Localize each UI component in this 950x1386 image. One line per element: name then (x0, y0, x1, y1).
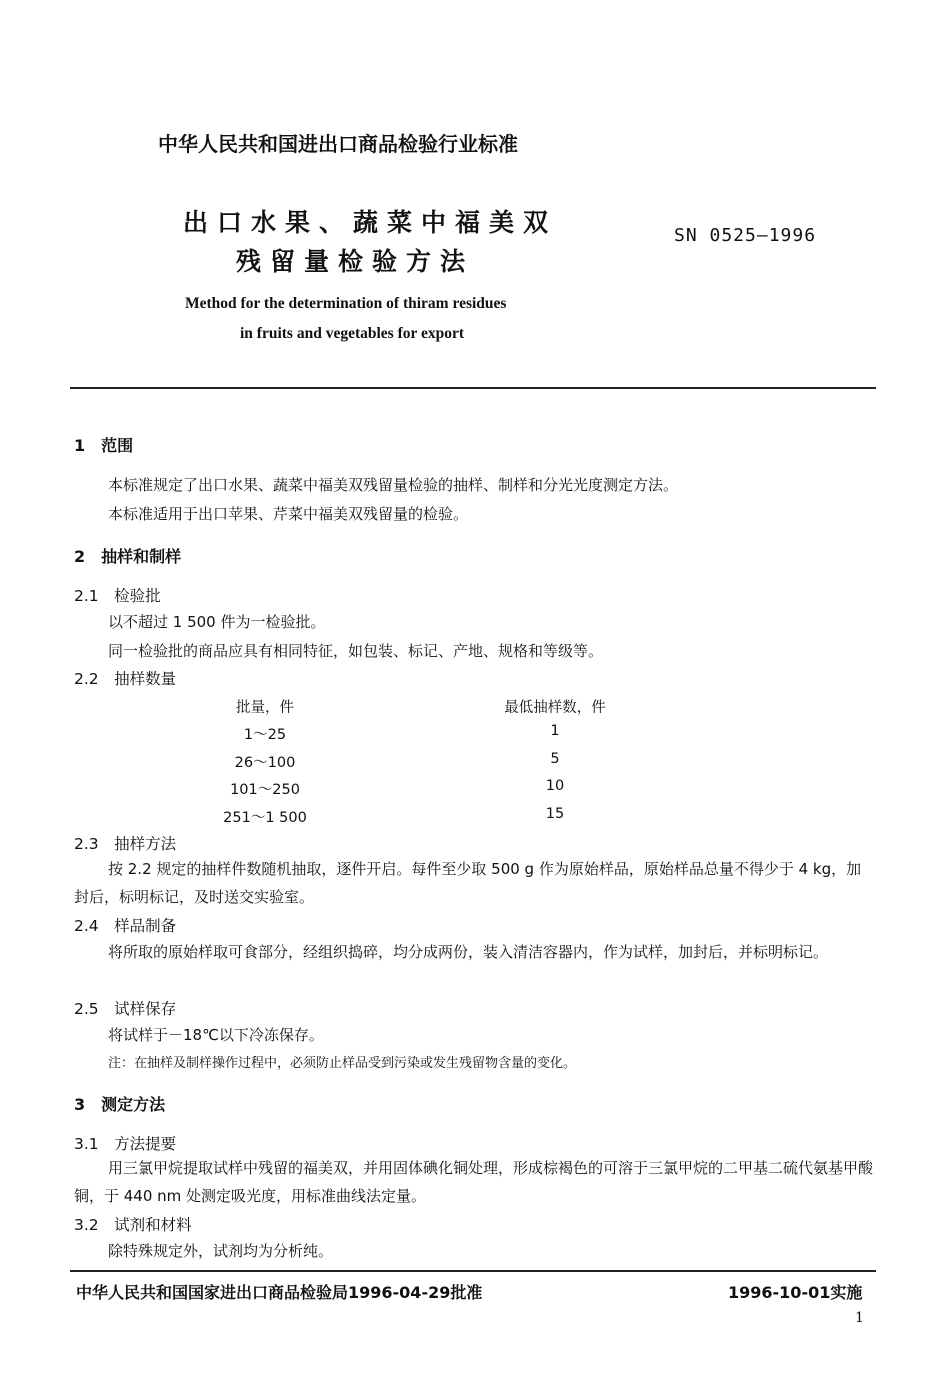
section-3-heading: 3 测定方法 (74, 1095, 166, 1114)
section-2-5-heading: 2.5 试样保存 (74, 1000, 177, 1018)
section-2-1-heading: 2.1 检验批 (74, 587, 161, 605)
section-2-5-paragraph: 将试样于－18℃以下冷冻保存。 (108, 1026, 324, 1044)
section-2-heading: 2 抽样和制样 (74, 547, 182, 566)
table-cell-lot: 1～25 (243, 727, 287, 743)
section-2-5-note: 注：在抽样及制样操作过程中，必须防止样品受到污染或发生残留物含量的变化。 (108, 1056, 577, 1071)
section-1-paragraph-1: 本标准规定了出口水果、蔬菜中福美双残留量检验的抽样、制样和分光光度测定方法。 (108, 476, 679, 494)
section-1-paragraph-2: 本标准适用于出口苹果、芹菜中福美双残留量的检验。 (108, 505, 469, 523)
standard-type-header: 中华人民共和国进出口商品检验行业标准 (158, 132, 518, 156)
title-line-2: 残留量检验方法 (236, 247, 475, 276)
table-cell-min: 15 (545, 806, 565, 822)
page-number: 1 (855, 1310, 864, 1326)
table-header-min: 最低抽样数，件 (504, 700, 606, 716)
table-cell-lot: 251～1 500 (223, 810, 307, 826)
section-3-1-paragraph: 用三氯甲烷提取试样中残留的福美双，并用固体碘化铜处理，形成棕褐色的可溶于三氯甲烷的二甲基二硫代氨基甲酸铜，于 440 nm 处测定吸光度，用标准曲线法定量。 (74, 1159, 874, 1205)
standard-code: SN 0525—1996 (674, 225, 817, 246)
title-line-1: 出口水果、蔬菜中福美双 (183, 208, 558, 237)
section-2-2-heading: 2.2 抽样数量 (74, 670, 177, 688)
section-2-4-heading: 2.4 样品制备 (74, 917, 177, 935)
section-1-heading: 1 范围 (74, 436, 134, 455)
table-cell-min: 10 (545, 778, 565, 794)
section-3-2-paragraph: 除特殊规定外，试剂均为分析纯。 (108, 1242, 334, 1260)
section-3-2-heading: 3.2 试剂和材料 (74, 1216, 192, 1234)
table-cell-lot: 26～100 (234, 755, 296, 771)
section-2-1-paragraph-2: 同一检验批的商品应具有相同特征，如包装、标记、产地、规格和等级等。 (108, 642, 604, 660)
header-divider (70, 387, 876, 389)
section-2-4-paragraph: 将所取的原始样取可食部分，经组织捣碎，均分成两份，装入清洁容器内，作为试样，加封后，并标明标记。 (108, 943, 829, 961)
english-title-line-1: Method for the determination of thiram residues (185, 295, 507, 312)
section-2-3-paragraph: 按 2.2 规定的抽样件数随机抽取，逐件开启。每件至少取 500 g 作为原始样品，原始样品总量不得少于 4 kg，加封后，标明标记，及时送交实验室。 (74, 860, 862, 906)
approval-statement: 中华人民共和国国家进出口商品检验局1996-04-29批准 (76, 1283, 483, 1302)
section-3-1-heading: 3.1 方法提要 (74, 1135, 177, 1153)
table-cell-min: 5 (550, 751, 560, 767)
section-2-1-paragraph-1: 以不超过 1 500 件为一检验批。 (108, 613, 326, 631)
table-cell-lot: 101～250 (230, 782, 300, 798)
english-title-line-2: in fruits and vegetables for export (240, 325, 465, 342)
implementation-date: 1996-10-01实施 (728, 1283, 863, 1302)
footer-divider (70, 1270, 876, 1272)
table-header-lot: 批量，件 (236, 700, 294, 716)
section-2-3-heading: 2.3 抽样方法 (74, 835, 177, 853)
table-cell-min: 1 (550, 723, 560, 739)
